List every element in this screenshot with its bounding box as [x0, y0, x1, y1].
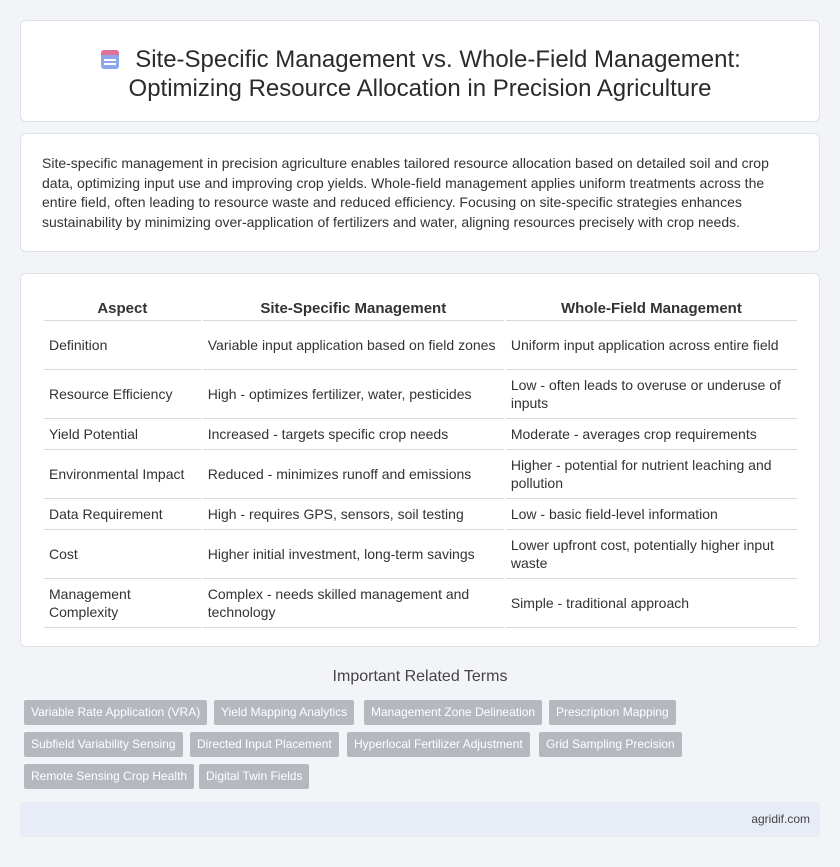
intro-paragraph: Site-specific management in precision agriculture enables tailored resource allocation based on detailed soil and crop data, optimizing input use and improving crop yields. Whole-field management applies uniform treatments across the entire field, often leading to resource waste and reduced efficiency. Focusing on site-specific strategies enhances sustainability by minimizing over-application of fertilizers and water, aligning resources precisely with crop needs.: [42, 155, 769, 230]
related-term-tag[interactable]: Yield Mapping Analytics: [214, 700, 354, 725]
comparison-table: [42, 296, 799, 628]
related-term-tag[interactable]: Remote Sensing Crop Health: [24, 764, 194, 789]
related-term-tag[interactable]: Hyperlocal Fertilizer Adjustment: [347, 732, 530, 757]
title-card: [20, 20, 820, 122]
whole-field-cell: Higher - potential for nutrient leaching and pollution: [506, 450, 797, 499]
document-icon: [99, 48, 121, 70]
title-line-1: Site-Specific Management vs. Whole-Field Management:: [135, 46, 741, 73]
aspect-cell: Environmental Impact: [44, 450, 201, 499]
table-row: [44, 450, 797, 499]
footer-bar: [20, 802, 820, 837]
related-term-tag[interactable]: Subfield Variability Sensing: [24, 732, 183, 757]
whole-field-cell: Simple - traditional approach: [506, 579, 797, 628]
table-row: [44, 530, 797, 579]
table-row: [44, 579, 797, 628]
header-whole-field: Whole-Field Management: [506, 296, 797, 321]
table-row: [44, 419, 797, 450]
site-specific-cell: Variable input application based on field zones: [203, 321, 504, 370]
table-row: [44, 499, 797, 530]
site-specific-cell: Reduced - minimizes runoff and emissions: [203, 450, 504, 499]
whole-field-cell: Low - basic field-level information: [506, 499, 797, 530]
footer-site-link[interactable]: agridif.com: [751, 812, 810, 826]
aspect-cell: Resource Efficiency: [44, 370, 201, 419]
table-row: [44, 321, 797, 370]
site-specific-cell: High - requires GPS, sensors, soil testing: [203, 499, 504, 530]
header-site-specific: Site-Specific Management: [203, 296, 504, 321]
header-aspect: Aspect: [44, 296, 201, 321]
site-specific-cell: Increased - targets specific crop needs: [203, 419, 504, 450]
aspect-cell: Yield Potential: [44, 419, 201, 450]
related-term-tag[interactable]: Grid Sampling Precision: [539, 732, 682, 757]
site-specific-cell: Complex - needs skilled management and technology: [203, 579, 504, 628]
whole-field-cell: Low - often leads to overuse or underuse of inputs: [506, 370, 797, 419]
aspect-cell: Data Requirement: [44, 499, 201, 530]
related-term-tag[interactable]: Directed Input Placement: [190, 732, 339, 757]
comparison-card: [20, 273, 820, 647]
related-term-tag[interactable]: Prescription Mapping: [549, 700, 676, 725]
table-header-row: [44, 296, 797, 321]
related-terms-heading: Important Related Terms: [332, 668, 508, 685]
related-term-tag[interactable]: Variable Rate Application (VRA): [24, 700, 207, 725]
title-line-2: Optimizing Resource Allocation in Precision Agriculture: [128, 75, 712, 102]
whole-field-cell: Uniform input application across entire field: [506, 321, 797, 370]
aspect-cell: Management Complexity: [44, 579, 201, 628]
whole-field-cell: Moderate - averages crop requirements: [506, 419, 797, 450]
related-term-tag[interactable]: Digital Twin Fields: [199, 764, 309, 789]
aspect-cell: Cost: [44, 530, 201, 579]
site-specific-cell: High - optimizes fertilizer, water, pesticides: [203, 370, 504, 419]
whole-field-cell: Lower upfront cost, potentially higher input waste: [506, 530, 797, 579]
aspect-cell: Definition: [44, 321, 201, 370]
page-title: [21, 45, 819, 103]
related-term-tag[interactable]: Management Zone Delineation: [364, 700, 542, 725]
site-specific-cell: Higher initial investment, long-term savings: [203, 530, 504, 579]
intro-card: [20, 133, 820, 252]
table-row: [44, 370, 797, 419]
